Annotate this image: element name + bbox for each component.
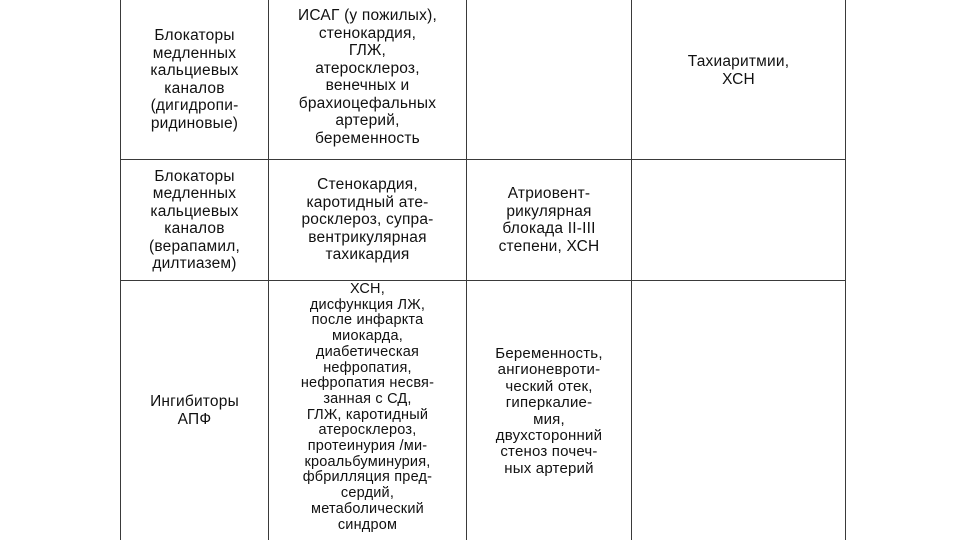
relative-contraindications-cell: [632, 0, 845, 159]
drug-class-cell: [121, 0, 268, 159]
absolute-contraindications-text: Атриовент- рикулярная блокада II-III степени, ХСН: [498, 185, 600, 255]
relative-contraindications-cell: [632, 160, 845, 280]
relative-contraindications-text: Тахиаритмии, ХСН: [687, 53, 790, 88]
drug-class-text: Блокаторы медленных кальциевых каналов (дигидропи- ридиновые): [150, 27, 239, 132]
drug-class-cell: [121, 160, 268, 280]
table-border-right: [845, 0, 846, 540]
relative-contraindications-cell: [632, 281, 845, 540]
indications-text: Стенокардия, каротидный ате- росклероз, супра- вентрикулярная тахикардия: [301, 176, 434, 264]
absolute-contraindications-cell: [467, 0, 631, 159]
absolute-contraindications-cell: [467, 160, 631, 280]
indications-text: ИСАГ (у пожилых), стенокардия, ГЛЖ, атеросклероз, венечных и брахиоцефальных артерий, беременность: [298, 7, 437, 147]
indications-cell: [269, 281, 466, 540]
drug-class-text: Блокаторы медленных кальциевых каналов (верапамил, дилтиазем): [149, 167, 240, 272]
absolute-contraindications-cell: [467, 281, 631, 540]
indications-cell: [269, 0, 466, 159]
drug-class-text: Ингибиторы АПФ: [150, 393, 239, 428]
indications-cell: [269, 160, 466, 280]
absolute-contraindications-text: Беременность, ангионевроти- ческий отек, гиперкалие- мия, двухсторонний стеноз почеч- ных артерий: [495, 345, 603, 477]
drug-class-cell: [121, 281, 268, 540]
indications-text: ХСН, дисфункция ЛЖ, после инфаркта миокарда, диабетическая нефропатия, нефропатия несвя- занная с СД, ГЛЖ, каротидный атеросклероз, протеинурия /ми- кроальбуминурия, фбрилляция пред- сердий, метаболический синдром: [300, 281, 435, 533]
